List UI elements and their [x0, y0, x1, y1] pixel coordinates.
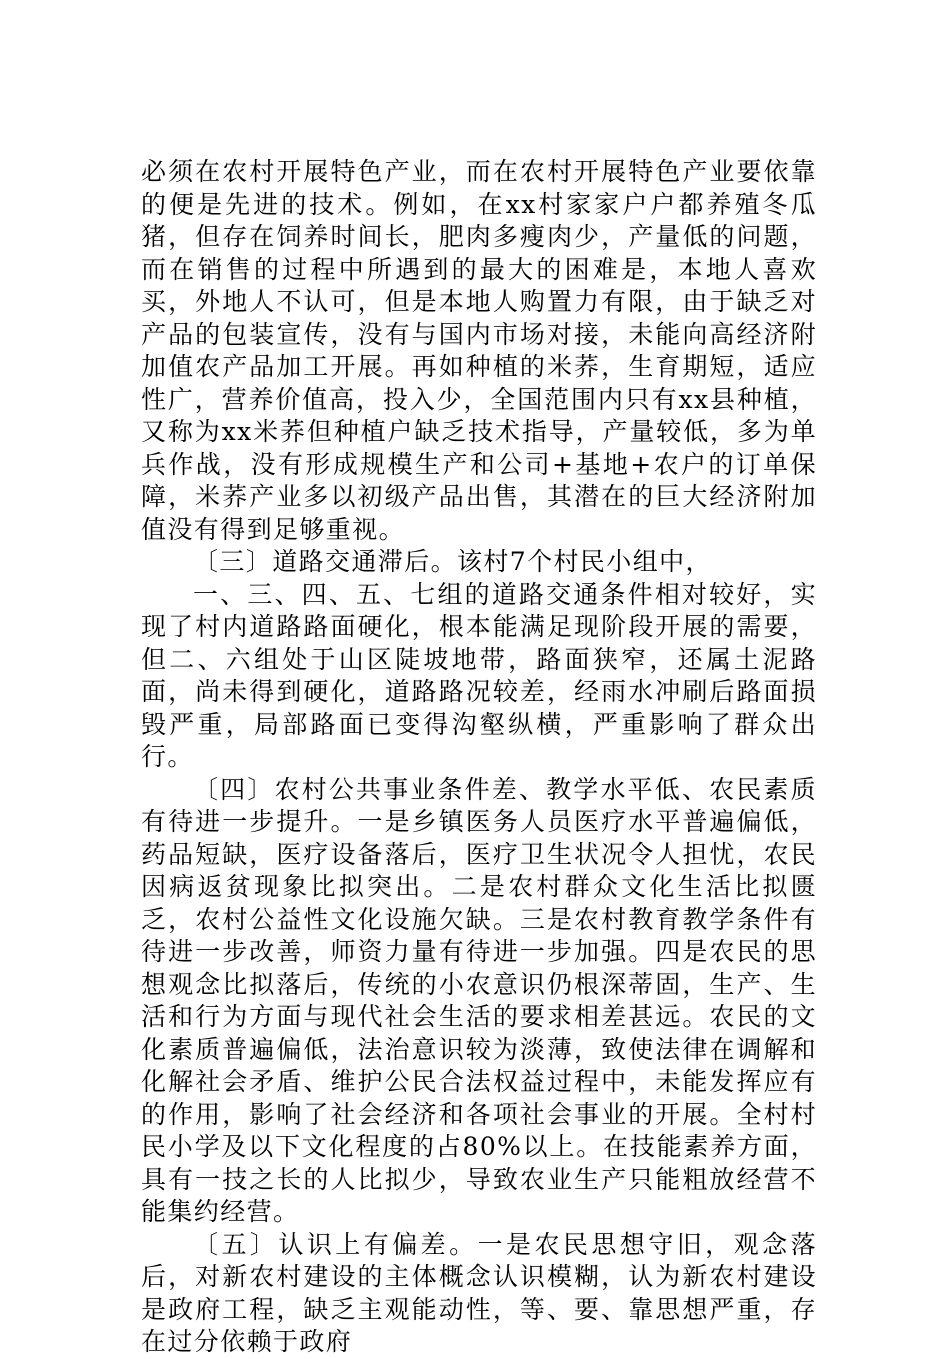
paragraph-public-affairs: 〔四〕农村公共事业条件差、教学水平低、农民素质有待进一步提升。一是乡镇医务人员医疗水平普遍偏低，药品短缺，医疗设备落后，医疗卫生状况令人担忧，农民因病返贫现象比拟突出。二是农村群众文化生活比拟匮乏，农村公益性文化设施欠缺。三是农村教育教学条件有待进一步改善，师资力量有待进一步加强。四是农民的思想观念比拟落后，传统的小农意识仍根深蒂固，生产、生活和行为方面与现代社会生活的要求相差甚远。农民的文化素质普遍偏低，法治意识较为淡薄，致使法律在调解和化解社会矛盾、维护公民合法权益过程中，未能发挥应有的作用，影响了社会经济和各项社会事业的开展。全村村民小学及以下文化程度的占80%以上。在技能素养方面，具有一技之长的人比拟少，导致农业生产只能粗放经营不能集约经营。 — [141, 774, 817, 1226]
paragraph-awareness: 〔五〕认识上有偏差。一是农民思想守旧，观念落后，对新农村建设的主体概念认识模糊，认为新农村建设是政府工程，缺乏主观能动性，等、要、靠思想严重，存在过分依赖于政府 — [141, 1229, 817, 1356]
paragraph-specialty-industry: 必须在农村开展特色产业，而在农村开展特色产业要依靠的便是先进的技术。例如，在xx村家家户户都养殖冬瓜猪，但存在饲养时间长，肥肉多瘦肉少，产量低的问题，而在销售的过程中所遇到的最大的困难是，本地人喜欢买，外地人不认可，但是本地人购置力有限，由于缺乏对产品的包装宣传，没有与国内市场对接，未能向高经济附加值农产品加工开展。再如种植的米荞，生育期短，适应性广，营养价值高，投入少，全国范围内只有xx县种植，又称为xx米荞但种植户缺乏技术指导，产量较低，多为单兵作战，没有形成规模生产和公司+基地+农户的订单保障，米荞产业多以初级产品出售，其潜在的巨大经济附加值没有得到足够重视。 — [141, 157, 817, 544]
paragraph-road-heading: 〔三〕道路交通滞后。该村7个村民小组中， — [193, 547, 712, 576]
paragraph-road-details: 一、三、四、五、七组的道路交通条件相对较好，实现了村内道路路面硬化，根本能满足现阶段开展的需要，但二、六组处于山区陡坡地带，路面狭窄，还属土泥路面，尚未得到硬化，道路路况较差，经雨水冲刷后路面损毁严重，局部路面已变得沟壑纵横，严重影响了群众出行。 — [141, 579, 817, 771]
document-page — [141, 156, 817, 1359]
